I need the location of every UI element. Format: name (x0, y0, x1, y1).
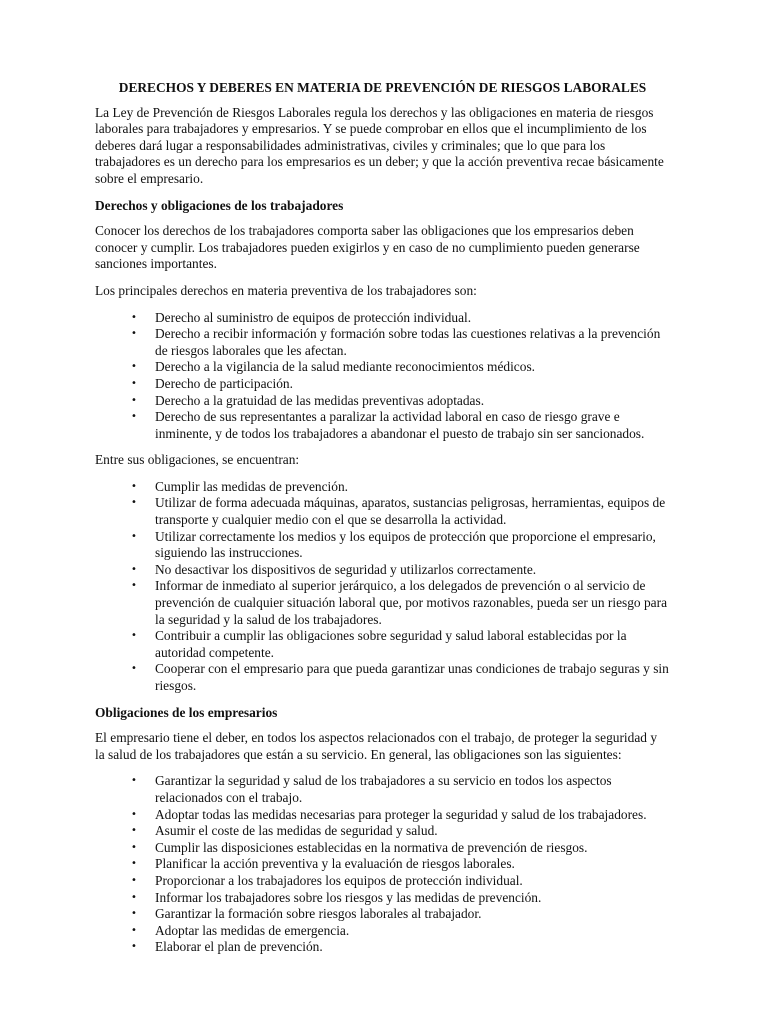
workers-heading: Derechos y obligaciones de los trabajadores (95, 197, 344, 213)
bullet-icon: • (131, 825, 137, 837)
bullet-icon: • (131, 775, 137, 787)
bullet-icon: • (131, 377, 137, 389)
employers-heading: Obligaciones de los empresarios (95, 704, 278, 720)
bullet-icon: • (131, 841, 137, 853)
list-item (131, 359, 670, 376)
list-item-text: Proporcionar a los trabajadores los equipos de protección individual. (155, 872, 523, 888)
bullet-icon: • (131, 530, 137, 542)
list-item (131, 326, 670, 359)
list-item-text: Planificar la acción preventiva y la evaluación de riesgos laborales. (155, 856, 515, 872)
list-item-text: Asumir el coste de las medidas de seguridad y salud. (155, 823, 438, 839)
list-item-text: Contribuir a cumplir las obligaciones sobre seguridad y salud laboral establecidas por la autoridad competente. (155, 628, 627, 660)
list-item-text: Informar los trabajadores sobre los riesgos y las medidas de prevención. (155, 889, 542, 905)
list-item-text: No desactivar los dispositivos de seguridad y utilizarlos correctamente. (155, 561, 537, 577)
workers-paragraph: Conocer los derechos de los trabajadores comporta saber las obligaciones que los empresarios deben conocer y cumplir. Los trabajadores pueden exigirlos y en caso de no cumplimiento pueden generarse sanciones importantes. (95, 223, 640, 272)
employers-paragraph: El empresario tiene el deber, en todos los aspectos relacionados con el trabajo, de proteger la seguridad y la salud de los trabajadores que están a su servicio. En general, las obligaciones son las siguientes: (95, 730, 658, 762)
bullet-icon: • (131, 908, 137, 920)
list-item (131, 661, 670, 694)
list-item (131, 906, 670, 923)
bullet-icon: • (131, 563, 137, 575)
list-item (131, 495, 670, 528)
list-item (131, 561, 670, 579)
list-item-text: Cumplir las medidas de prevención. (155, 478, 349, 494)
list-item-text: Cumplir las disposiciones establecidas en la normativa de prevención de riesgos. (155, 839, 588, 855)
bullet-icon: • (131, 580, 137, 592)
list-item (131, 806, 670, 824)
list-item-text: Derecho de participación. (155, 375, 293, 391)
obligations-intro: Entre sus obligaciones, se encuentran: (95, 452, 300, 468)
bullet-icon: • (131, 858, 137, 870)
list-item (131, 478, 670, 496)
list-item (131, 628, 670, 661)
list-item (131, 856, 670, 873)
list-item (131, 578, 670, 628)
list-item (131, 889, 670, 907)
list-item-text: Derecho de sus representantes a paralizar la actividad laboral en caso de riesgo grave e inminente, y de todos los trabajadores a abandonar el puesto de trabajo sin ser sancionados. (155, 409, 645, 441)
list-item-text: Elaborar el plan de prevención. (155, 939, 323, 955)
list-item-text: Derecho al suministro de equipos de protección individual. (155, 309, 472, 325)
list-item-text: Derecho a la vigilancia de la salud mediante reconocimientos médicos. (155, 359, 535, 375)
bullet-icon: • (131, 328, 137, 340)
list-item (131, 872, 670, 890)
intro-paragraph: La Ley de Prevención de Riesgos Laborales regula los derechos y las obligaciones en materia de riesgos laborales para trabajadores y empresarios. Y se puede comprobar en ellos que el incumplimiento de los deberes dará lugar a responsabilidades administrativas, civiles y criminales; que lo que para los trabajadores es un derecho para los empresarios es un deber; y que la acción preventiva recae básicamente sobre el empresario. (95, 104, 664, 186)
list-item-text: Cooperar con el empresario para que pueda garantizar unas condiciones de trabajo seguras y sin riesgos. (155, 661, 669, 693)
list-item-text: Derecho a recibir información y formación sobre todas las cuestiones relativas a la prevención de riesgos laborales que les afectan. (155, 326, 661, 358)
bullet-icon: • (131, 924, 137, 936)
bullet-icon: • (131, 394, 137, 406)
list-item-text: Garantizar la seguridad y salud de los trabajadores a su servicio en todos los aspectos relacionados con el trabajo. (155, 773, 612, 805)
document-title: DERECHOS Y DEBERES EN MATERIA DE PREVENCIÓN DE RIESGOS LABORALES (118, 80, 647, 95)
bullet-icon: • (131, 311, 137, 323)
list-item (131, 922, 670, 940)
list-item (131, 528, 670, 562)
list-item-text: Utilizar correctamente los medios y los equipos de protección que proporcione el empresario, siguiendo las instrucciones. (155, 528, 656, 561)
bullet-icon: • (131, 874, 137, 886)
bullet-icon: • (131, 891, 137, 903)
bullet-icon: • (131, 941, 137, 953)
bullet-icon: • (131, 808, 137, 820)
list-item (131, 773, 670, 806)
workers-rights-list (95, 310, 670, 443)
list-item-text: Informar de inmediato al superior jerárquico, a los delegados de prevención o al servicio de prevención de cualquier situación laboral que, por motivos razonables, pueda ser un riesgo para la seguridad y la salud de los trabajadores. (155, 578, 668, 627)
list-item-text: Adoptar todas las medidas necesarias para proteger la seguridad y salud de los trabajadores. (155, 806, 647, 822)
list-item (131, 392, 670, 410)
list-item-text: Utilizar de forma adecuada máquinas, aparatos, sustancias peligrosas, herramientas, equipos de transporte y cualquier medio con el que se desarrolla la actividad. (155, 495, 666, 528)
list-item (131, 375, 670, 393)
employers-obligations-list (95, 773, 670, 956)
bullet-icon: • (131, 663, 137, 675)
bullet-icon: • (131, 361, 137, 373)
document-page (95, 80, 670, 966)
list-item (131, 839, 670, 857)
bullet-icon: • (131, 480, 137, 492)
list-item (131, 939, 670, 956)
bullet-icon: • (131, 411, 137, 423)
bullet-icon: • (131, 497, 137, 509)
workers-obligations-list (95, 479, 670, 695)
bullet-icon: • (131, 630, 137, 642)
list-item-text: Garantizar la formación sobre riesgos laborales al trabajador. (155, 906, 482, 922)
list-item (131, 409, 670, 442)
list-item (131, 309, 670, 327)
rights-intro: Los principales derechos en materia preventiva de los trabajadores son: (95, 282, 477, 298)
list-item-text: Derecho a la gratuidad de las medidas preventivas adoptadas. (155, 392, 485, 408)
list-item-text: Adoptar las medidas de emergencia. (155, 922, 350, 938)
list-item (131, 823, 670, 840)
